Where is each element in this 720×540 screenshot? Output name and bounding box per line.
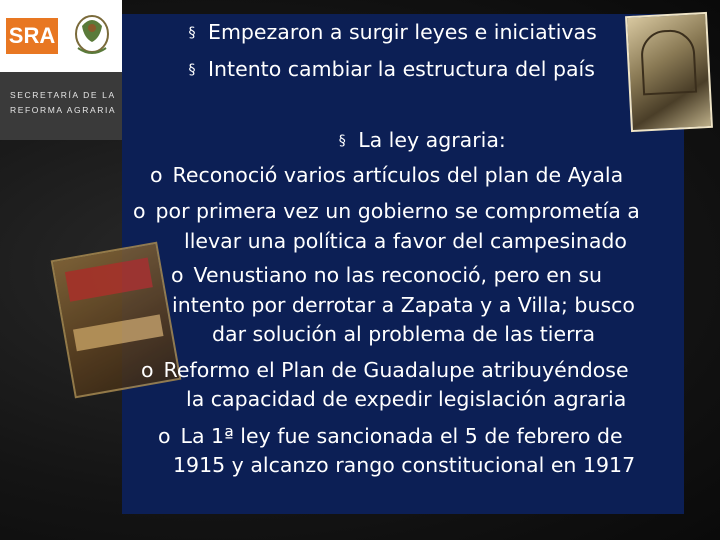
engraving-arch: [640, 29, 697, 96]
line-7: [141, 358, 629, 382]
circle-bullet-icon: o: [133, 199, 146, 223]
line-9-text: La 1ª ley fue sancionada el 5 de febrero de: [180, 424, 623, 448]
line-3-text: llevar una política a favor del campesinado: [184, 229, 627, 253]
line-4: [171, 263, 602, 287]
line-10: [173, 453, 635, 477]
circle-bullet-icon: o: [141, 358, 154, 382]
line-3: [184, 229, 627, 253]
line-2-text: por primera vez un gobierno se comprometía a: [155, 199, 640, 223]
sra-logo-block: [0, 0, 122, 140]
line-8-text: la capacidad de expedir legislación agraria: [186, 387, 627, 411]
logo-subtitle-line1: SECRETARÍA DE LA: [10, 90, 116, 100]
section-heading-text: La ley agraria:: [358, 128, 506, 152]
section-heading: [122, 128, 702, 153]
line-6: [212, 322, 595, 346]
logo-white-area: [0, 0, 122, 72]
sra-mark: SRA: [6, 18, 58, 54]
square-bullet-icon: §: [188, 62, 196, 78]
line-1-text: Reconoció varios artículos del plan de Ayala: [172, 163, 624, 187]
book-title-band: [73, 314, 163, 351]
line-8: [186, 387, 626, 411]
circle-bullet-icon: o: [150, 163, 163, 187]
circle-bullet-icon: o: [158, 424, 171, 448]
line-10-text: 1915 y alcanzo rango constitucional en 1917: [173, 453, 636, 477]
line-7-text: Reformo el Plan de Guadalupe atribuyéndose: [163, 358, 629, 382]
historical-engraving-image: [625, 12, 713, 132]
square-bullet-icon: §: [338, 133, 346, 149]
top-bullet-1: [186, 20, 597, 45]
book-header-band: [65, 258, 153, 302]
line-2: [133, 199, 640, 223]
line-4-text: Venustiano no las reconoció, pero en su: [193, 263, 603, 287]
line-6-text: dar solución al problema de las tierra: [212, 322, 596, 346]
line-1: [150, 163, 623, 187]
top-bullet-1-text: Empezaron a surgir leyes e iniciativas: [208, 20, 597, 44]
logo-subtitle: [10, 88, 118, 118]
line-9: [158, 424, 623, 448]
top-bullet-2-text: Intento cambiar la estructura del país: [208, 57, 595, 81]
mexican-seal-icon: [70, 8, 114, 64]
line-5-text: intento por derrotar a Zapata y a Villa; busco: [172, 293, 635, 317]
top-bullet-2: [186, 57, 595, 82]
square-bullet-icon: §: [188, 25, 196, 41]
circle-bullet-icon: o: [171, 263, 184, 287]
line-5: [172, 293, 635, 317]
logo-subtitle-line2: REFORMA AGRARIA: [10, 105, 117, 115]
